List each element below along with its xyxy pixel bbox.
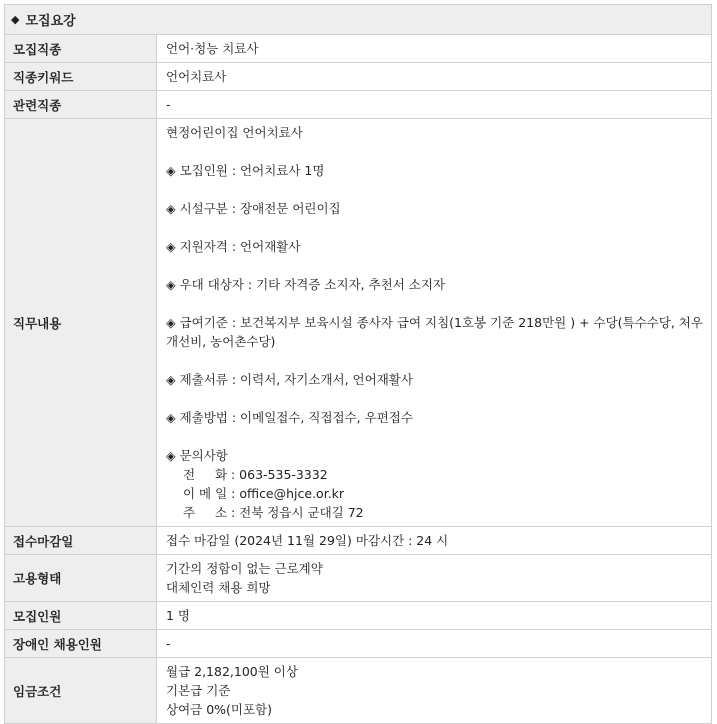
table-row bbox=[5, 91, 712, 119]
section-header bbox=[4, 4, 712, 34]
table-row bbox=[5, 35, 712, 63]
headcount-value: 1 명 bbox=[157, 602, 712, 630]
contact-email: 이 메 일 : office@hjce.or.kr bbox=[183, 486, 345, 501]
table-row bbox=[5, 63, 712, 91]
table-row bbox=[5, 119, 712, 527]
related-value: - bbox=[157, 91, 712, 119]
table-row bbox=[5, 630, 712, 658]
duties-item: ◈ 지원자격 : 언어재활사 bbox=[166, 239, 301, 254]
row-label: 접수마감일 bbox=[5, 527, 157, 555]
wage-value bbox=[157, 658, 712, 724]
duties-item: ◈ 우대 대상자 : 기타 자격증 소지자, 추천서 소지자 bbox=[166, 277, 446, 292]
employment-value bbox=[157, 555, 712, 602]
duties-item: ◈ 급여기준 : 보건복지부 보육시설 종사자 급여 지침(1호봉 기준 218만원 ) + 수당(특수수당, 처우개선비, 농어촌수당) bbox=[166, 315, 703, 349]
contact-address: 주 소 : 전북 정읍시 군대길 72 bbox=[183, 505, 364, 520]
disabled-value: - bbox=[157, 630, 712, 658]
duties-org: 현정어린이집 언어치료사 bbox=[166, 125, 303, 140]
keyword-value: 언어치료사 bbox=[157, 63, 712, 91]
deadline-value: 접수 마감일 (2024년 11월 29일) 마감시간 : 24 시 bbox=[157, 527, 712, 555]
section-title: 모집요강 bbox=[25, 14, 76, 29]
row-label: 모집직종 bbox=[5, 35, 157, 63]
contact-title: ◈ 문의사항 bbox=[166, 448, 228, 463]
row-label: 직무내용 bbox=[5, 119, 157, 527]
employment-line: 기간의 정함이 없는 근로계약 bbox=[166, 561, 323, 576]
duties-item: ◈ 제출서류 : 이력서, 자기소개서, 언어재활사 bbox=[166, 372, 413, 387]
wage-line: 월급 2,182,100원 이상 bbox=[166, 664, 298, 679]
table-row bbox=[5, 555, 712, 602]
table-row bbox=[5, 602, 712, 630]
row-label: 직종키워드 bbox=[5, 63, 157, 91]
duties-item: ◈ 모집인원 : 언어치료사 1명 bbox=[166, 163, 325, 178]
employment-line: 대체인력 채용 희망 bbox=[166, 580, 271, 595]
recruitment-table bbox=[4, 34, 712, 724]
duties-item: ◈ 제출방법 : 이메일접수, 직접접수, 우편접수 bbox=[166, 410, 413, 425]
row-label: 관련직종 bbox=[5, 91, 157, 119]
wage-line: 상여금 0%(미포함) bbox=[166, 702, 273, 717]
duties-item: ◈ 시설구분 : 장애전문 어린이집 bbox=[166, 201, 341, 216]
contact-phone: 전 화 : 063-535-3332 bbox=[183, 467, 328, 482]
table-row bbox=[5, 527, 712, 555]
job-type-value: 언어·청능 치료사 bbox=[157, 35, 712, 63]
row-label: 장애인 채용인원 bbox=[5, 630, 157, 658]
wage-line: 기본급 기준 bbox=[166, 683, 231, 698]
row-label: 임금조건 bbox=[5, 658, 157, 724]
diamond-icon: ◆ bbox=[11, 13, 20, 26]
row-label: 고용형태 bbox=[5, 555, 157, 602]
row-label: 모집인원 bbox=[5, 602, 157, 630]
duties-value bbox=[157, 119, 712, 527]
table-row bbox=[5, 658, 712, 724]
recruitment-section bbox=[4, 4, 712, 724]
